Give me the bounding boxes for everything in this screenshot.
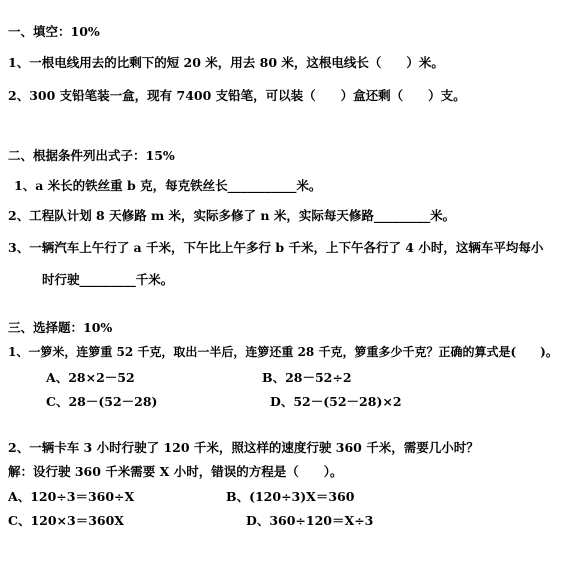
section-3-question-2-solution: 解：设行驶 360 千米需要 X 小时，错误的方程是（ ）。 — [8, 464, 343, 479]
section-1-heading: 一、填空：10% — [8, 24, 100, 39]
section-1-question-1: 1、一根电线用去的比剩下的短 20 米，用去 80 米，这根电线长（ ）米。 — [8, 55, 444, 70]
section-3-question-1-option-c: C、28－(52－28) — [46, 394, 158, 409]
section-3-question-2-option-c: C、120×3＝360X — [8, 513, 125, 528]
section-3-question-2-option-d: D、360÷120＝X÷3 — [246, 513, 374, 528]
section-2-question-3-line-1: 3、一辆汽车上午行了 a 千米，下午比上午多行 b 千米，上下午各行了 4 小时，这辆车平均每小 — [8, 240, 544, 255]
section-2-heading: 二、根据条件列出式子：15% — [8, 148, 175, 163]
section-3-question-1-option-d: D、52－(52－28)×2 — [270, 394, 402, 409]
section-3-question-1-option-b: B、28－52÷2 — [262, 370, 352, 385]
section-2-question-2: 2、工程队计划 8 天修路 m 米，实际多修了 n 米，实际每天修路_________米。 — [8, 208, 456, 223]
section-2-question-3-line-2: 时行驶_________千米。 — [42, 272, 174, 287]
section-3-question-1: 1、一箩米，连箩重 52 千克，取出一半后，连箩还重 28 千克，箩重多少千克？正确的算式是( )。 — [8, 345, 558, 359]
section-3-question-2: 2、一辆卡车 3 小时行驶了 120 千米，照这样的速度行驶 360 千米，需要几小时？ — [8, 440, 479, 455]
section-3-question-2-option-a: A、120÷3＝360÷X — [8, 489, 135, 504]
section-3-heading: 三、选择题：10% — [8, 320, 113, 335]
section-3-question-1-option-a: A、28×2－52 — [46, 370, 135, 385]
section-1-question-2: 2、300 支铅笔装一盒，现有 7400 支铅笔，可以装（ ）盒还剩（ ）支。 — [8, 88, 466, 103]
section-3-question-2-option-b: B、(120÷3)X＝360 — [226, 489, 355, 504]
section-2-question-1: 1、a 米长的铁丝重 b 克，每克铁丝长___________米。 — [14, 178, 322, 193]
